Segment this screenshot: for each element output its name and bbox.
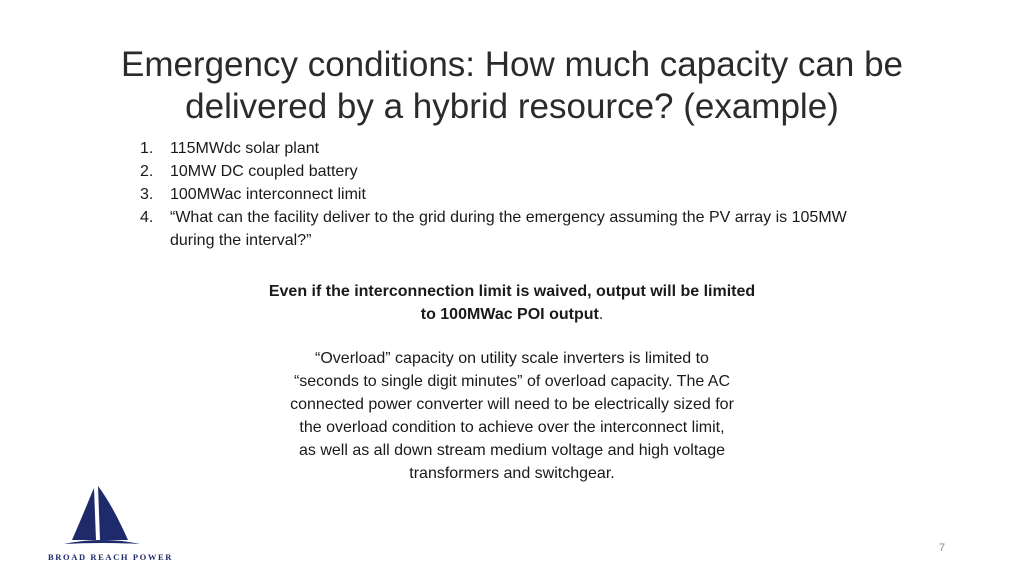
paragraph-line: as well as all down stream medium voltage and high voltage bbox=[298, 442, 725, 459]
list-item-text: “What can the facility deliver to the grid during the emergency assuming the PV array is 105MW during the interval?” bbox=[170, 209, 847, 249]
list-item-number: 2. bbox=[140, 163, 154, 180]
list-item-text: 10MW DC coupled battery bbox=[170, 163, 358, 180]
title-line-2: delivered by a hybrid resource? (example) bbox=[185, 87, 839, 126]
list-item-text: 115MWdc solar plant bbox=[170, 140, 320, 157]
list-item bbox=[140, 206, 880, 252]
sailboat-icon bbox=[58, 484, 146, 550]
paragraph-line: connected power converter will need to be electrically sized for bbox=[290, 396, 734, 413]
list-item-text: 100MWac interconnect limit bbox=[170, 186, 366, 203]
paragraph-line: “seconds to single digit minutes” of overload capacity. The AC bbox=[293, 373, 731, 390]
logo-wordmark: BROAD REACH POWER bbox=[48, 552, 173, 562]
numbered-list bbox=[140, 137, 880, 252]
overload-paragraph bbox=[252, 347, 772, 485]
title-line-1: Emergency conditions: How much capacity can be bbox=[120, 45, 904, 84]
emphasis-period: . bbox=[598, 306, 604, 323]
list-item-number: 3. bbox=[140, 186, 154, 203]
paragraph-line: the overload condition to achieve over the interconnect limit, bbox=[299, 419, 725, 436]
emphasis-text: Even if the interconnection limit is waived, output will be limited to 100MWac POI output bbox=[268, 283, 756, 323]
list-item bbox=[140, 183, 880, 206]
paragraph-line: “Overload” capacity on utility scale inverters is limited to bbox=[315, 350, 709, 367]
list-item-number: 4. bbox=[140, 209, 154, 226]
company-logo bbox=[48, 484, 173, 566]
list-item bbox=[140, 137, 880, 160]
page-number: 7 bbox=[938, 542, 946, 554]
slide-title bbox=[100, 44, 924, 128]
list-item-number: 1. bbox=[140, 140, 154, 157]
emphasis-statement bbox=[262, 280, 762, 326]
paragraph-line: transformers and switchgear. bbox=[409, 465, 615, 482]
list-item bbox=[140, 160, 880, 183]
